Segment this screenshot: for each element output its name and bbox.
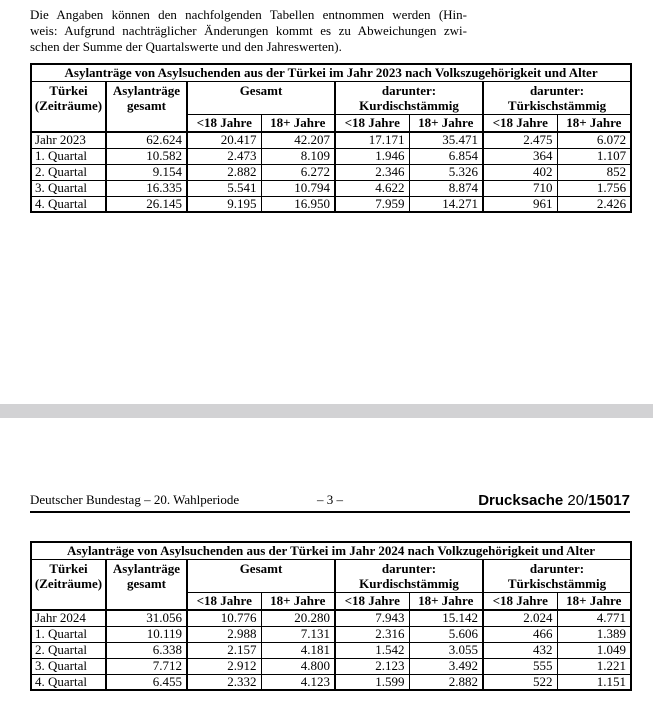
row-label-cell: 1. Quartal xyxy=(31,148,106,164)
subheader-cell: <18 Jahre xyxy=(187,593,261,611)
value-cell: 16.335 xyxy=(106,180,187,196)
row-label-cell: 2. Quartal xyxy=(31,642,106,658)
table-row xyxy=(31,674,631,690)
col-header-zeitraeume xyxy=(31,560,106,611)
col-header-asylantraege-gesamt xyxy=(106,560,187,611)
table-row xyxy=(31,610,631,626)
value-cell: 9.154 xyxy=(106,164,187,180)
col-header-line: gesamt xyxy=(127,576,166,591)
value-cell: 4.123 xyxy=(261,674,335,690)
col-header-asylantraege-gesamt xyxy=(106,82,187,133)
value-cell: 466 xyxy=(483,626,557,642)
value-cell: 7.943 xyxy=(335,610,409,626)
table-row xyxy=(31,164,631,180)
group-header-line: darunter: xyxy=(381,561,437,576)
col-header-line: Türkei xyxy=(49,83,88,98)
value-cell: 4.800 xyxy=(261,658,335,674)
value-cell: 6.338 xyxy=(106,642,187,658)
col-header-zeitraeume xyxy=(31,82,106,133)
value-cell: 364 xyxy=(483,148,557,164)
value-cell: 10.794 xyxy=(261,180,335,196)
intro-paragraph xyxy=(30,7,467,55)
value-cell: 2.988 xyxy=(187,626,261,642)
group-header-tuerkischstaemmig xyxy=(483,82,631,115)
value-cell: 14.271 xyxy=(409,196,483,212)
col-header-line: gesamt xyxy=(127,98,166,113)
value-cell: 26.145 xyxy=(106,196,187,212)
value-cell: 2.882 xyxy=(409,674,483,690)
subheader-cell: 18+ Jahre xyxy=(557,593,631,611)
table-title: Asylanträge von Asylsuchenden aus der Türkei im Jahr 2023 nach Volkszugehörigkeit und Alter xyxy=(31,64,631,82)
value-cell: 1.107 xyxy=(557,148,631,164)
value-cell: 8.874 xyxy=(409,180,483,196)
subheader-cell: 18+ Jahre xyxy=(261,115,335,133)
table-row xyxy=(31,132,631,148)
value-cell: 6.272 xyxy=(261,164,335,180)
value-cell: 10.776 xyxy=(187,610,261,626)
table-row xyxy=(31,180,631,196)
value-cell: 1.946 xyxy=(335,148,409,164)
subheader-cell: 18+ Jahre xyxy=(409,593,483,611)
value-cell: 35.471 xyxy=(409,132,483,148)
subheader-cell: <18 Jahre xyxy=(187,115,261,133)
drucksache-label xyxy=(478,492,630,509)
value-cell: 2.882 xyxy=(187,164,261,180)
value-cell: 7.712 xyxy=(106,658,187,674)
value-cell: 5.326 xyxy=(409,164,483,180)
value-cell: 5.606 xyxy=(409,626,483,642)
page-header xyxy=(30,494,630,513)
value-cell: 2.123 xyxy=(335,658,409,674)
col-header-line: Türkei xyxy=(49,561,88,576)
value-cell: 522 xyxy=(483,674,557,690)
value-cell: 2.426 xyxy=(557,196,631,212)
table-row xyxy=(31,626,631,642)
col-header-line: (Zeiträume) xyxy=(34,98,103,113)
row-label-cell: Jahr 2023 xyxy=(31,132,106,148)
group-header-line: Kurdischstämmig xyxy=(359,98,459,113)
value-cell: 17.171 xyxy=(335,132,409,148)
drucksache-number: 15017 xyxy=(588,492,630,509)
group-header-kurdischstaemmig xyxy=(335,560,483,593)
group-header-line: Kurdischstämmig xyxy=(359,576,459,591)
value-cell: 2.024 xyxy=(483,610,557,626)
value-cell: 8.109 xyxy=(261,148,335,164)
value-cell: 402 xyxy=(483,164,557,180)
page-number: – 3 – xyxy=(317,492,343,507)
value-cell: 5.541 xyxy=(187,180,261,196)
value-cell: 10.582 xyxy=(106,148,187,164)
value-cell: 2.346 xyxy=(335,164,409,180)
subheader-cell: 18+ Jahre xyxy=(557,115,631,133)
intro-line: Die Angaben können den nachfolgenden Tabellen entnommen werden (Hin- xyxy=(30,7,467,22)
value-cell: 1.542 xyxy=(335,642,409,658)
group-header-line: darunter: xyxy=(381,83,437,98)
value-cell: 961 xyxy=(483,196,557,212)
value-cell: 10.119 xyxy=(106,626,187,642)
group-header-gesamt xyxy=(187,560,335,593)
row-label-cell: 4. Quartal xyxy=(31,674,106,690)
value-cell: 9.195 xyxy=(187,196,261,212)
value-cell: 2.332 xyxy=(187,674,261,690)
table-row xyxy=(31,148,631,164)
subheader-cell: <18 Jahre xyxy=(335,593,409,611)
asylum-table-2023 xyxy=(30,63,632,213)
col-header-line: Asylanträge xyxy=(112,83,181,98)
value-cell: 1.599 xyxy=(335,674,409,690)
value-cell: 1.389 xyxy=(557,626,631,642)
row-label-cell: 1. Quartal xyxy=(31,626,106,642)
value-cell: 3.055 xyxy=(409,642,483,658)
value-cell: 3.492 xyxy=(409,658,483,674)
asylum-table-2024 xyxy=(30,541,632,691)
value-cell: 6.455 xyxy=(106,674,187,690)
subheader-cell: 18+ Jahre xyxy=(409,115,483,133)
value-cell: 852 xyxy=(557,164,631,180)
value-cell: 62.624 xyxy=(106,132,187,148)
col-header-line: Asylanträge xyxy=(112,561,181,576)
value-cell: 42.207 xyxy=(261,132,335,148)
group-header-line: Türkischstämmig xyxy=(507,576,607,591)
group-header-line: Gesamt xyxy=(239,561,283,576)
table-row xyxy=(31,196,631,212)
group-header-line: Türkischstämmig xyxy=(507,98,607,113)
value-cell: 15.142 xyxy=(409,610,483,626)
value-cell: 2.475 xyxy=(483,132,557,148)
value-cell: 4.771 xyxy=(557,610,631,626)
value-cell: 20.280 xyxy=(261,610,335,626)
group-header-line: darunter: xyxy=(529,83,585,98)
page-header-left: Deutscher Bundestag – 20. Wahlperiode xyxy=(30,492,240,507)
value-cell: 6.072 xyxy=(557,132,631,148)
value-cell: 2.157 xyxy=(187,642,261,658)
value-cell: 710 xyxy=(483,180,557,196)
value-cell: 2.316 xyxy=(335,626,409,642)
page-break-bar xyxy=(0,404,653,418)
value-cell: 1.049 xyxy=(557,642,631,658)
value-cell: 7.131 xyxy=(261,626,335,642)
group-header-line: darunter: xyxy=(529,561,585,576)
value-cell: 16.950 xyxy=(261,196,335,212)
col-header-line: (Zeiträume) xyxy=(34,576,103,591)
drucksache-number-prefix: 20/ xyxy=(567,492,589,509)
subheader-cell: <18 Jahre xyxy=(483,593,557,611)
subheader-cell: <18 Jahre xyxy=(335,115,409,133)
row-label-cell: 3. Quartal xyxy=(31,658,106,674)
subheader-cell: 18+ Jahre xyxy=(261,593,335,611)
subheader-cell: <18 Jahre xyxy=(483,115,557,133)
drucksache-word: Drucksache xyxy=(478,492,564,509)
row-label-cell: 4. Quartal xyxy=(31,196,106,212)
value-cell: 4.622 xyxy=(335,180,409,196)
value-cell: 432 xyxy=(483,642,557,658)
value-cell: 4.181 xyxy=(261,642,335,658)
group-header-gesamt xyxy=(187,82,335,115)
table-title: Asylanträge von Asylsuchenden aus der Türkei im Jahr 2024 nach Volkzugehörigkeit und Alter xyxy=(31,542,631,560)
value-cell: 1.151 xyxy=(557,674,631,690)
value-cell: 6.854 xyxy=(409,148,483,164)
table-row xyxy=(31,658,631,674)
value-cell: 31.056 xyxy=(106,610,187,626)
row-label-cell: Jahr 2024 xyxy=(31,610,106,626)
group-header-tuerkischstaemmig xyxy=(483,560,631,593)
value-cell: 1.221 xyxy=(557,658,631,674)
table-row xyxy=(31,642,631,658)
intro-line: schen der Summe der Quartalswerte und den Jahreswerten). xyxy=(30,39,342,54)
group-header-kurdischstaemmig xyxy=(335,82,483,115)
value-cell: 555 xyxy=(483,658,557,674)
value-cell: 2.912 xyxy=(187,658,261,674)
value-cell: 2.473 xyxy=(187,148,261,164)
value-cell: 7.959 xyxy=(335,196,409,212)
value-cell: 20.417 xyxy=(187,132,261,148)
intro-line: weis: Aufgrund nachträglicher Änderungen kommt es zu Abweichungen zwi- xyxy=(30,23,467,38)
row-label-cell: 2. Quartal xyxy=(31,164,106,180)
row-label-cell: 3. Quartal xyxy=(31,180,106,196)
group-header-line: Gesamt xyxy=(239,83,283,98)
value-cell: 1.756 xyxy=(557,180,631,196)
